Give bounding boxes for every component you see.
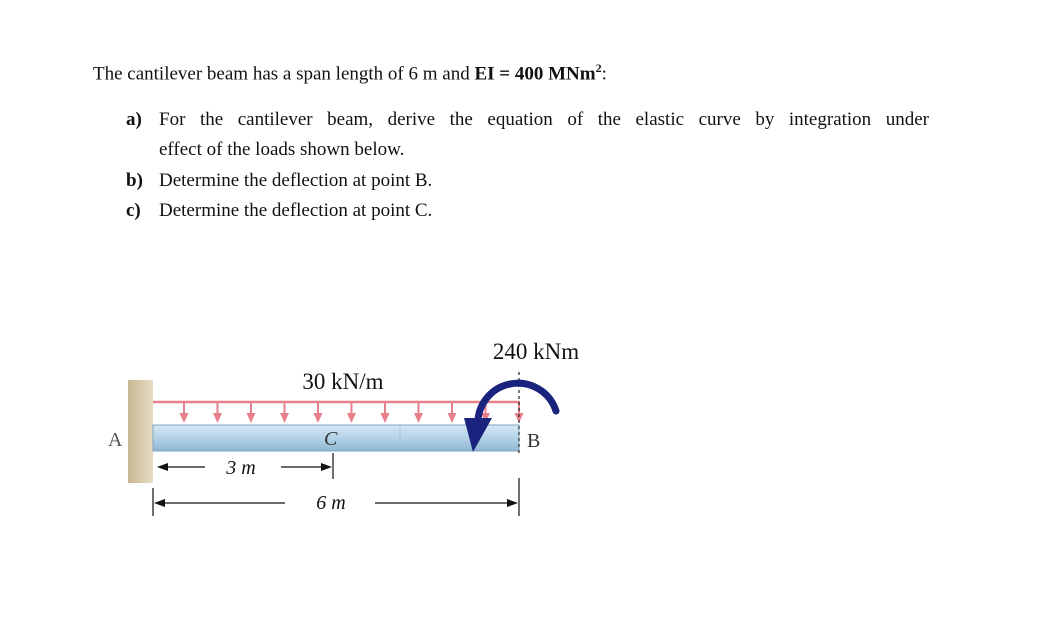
part-c-label: c) <box>126 200 141 221</box>
intro-suffix: : <box>601 63 607 85</box>
point-b-label: B <box>527 430 541 452</box>
ei-label: EI = 400 MNm <box>474 63 596 85</box>
moment-load-label: 240 kNm <box>492 339 580 364</box>
load-arrow-head <box>314 413 323 423</box>
dim-6m-left-arrow <box>154 499 165 507</box>
part-b-text: Determine the deflection at point B. <box>159 170 433 191</box>
part-a-text-line2: effect of the loads shown below. <box>159 139 405 160</box>
load-arrow-head <box>448 413 457 423</box>
dim-3m-label: 3 m <box>226 457 256 479</box>
load-arrow-head <box>180 413 189 423</box>
dim-3m-left-arrow <box>157 463 168 471</box>
load-arrow-head <box>280 413 289 423</box>
load-arrow-head <box>347 413 356 423</box>
part-a-label: a) <box>126 109 142 130</box>
part-b-label: b) <box>126 170 143 191</box>
point-a-label: A <box>108 429 123 451</box>
dim-6m-right-arrow <box>507 499 518 507</box>
distributed-load-label: 30 kN/m <box>302 369 384 394</box>
load-arrow-head <box>414 413 423 423</box>
part-a-text-line1: For the cantilever beam, derive the equation of the elastic curve by integration under <box>159 109 929 130</box>
fixed-wall-support <box>128 380 153 483</box>
ei-superscript: 2 <box>595 61 602 75</box>
dim-6m-label: 6 m <box>316 492 346 514</box>
load-arrow-head <box>213 413 222 423</box>
dim-3m-right-arrow <box>321 463 332 471</box>
load-arrow-head <box>381 413 390 423</box>
load-arrow-head <box>247 413 256 423</box>
point-c-label: C <box>324 428 338 450</box>
part-c-text: Determine the deflection at point C. <box>159 200 433 221</box>
intro-prefix: The cantilever beam has a span length of 6 m and <box>93 63 475 85</box>
